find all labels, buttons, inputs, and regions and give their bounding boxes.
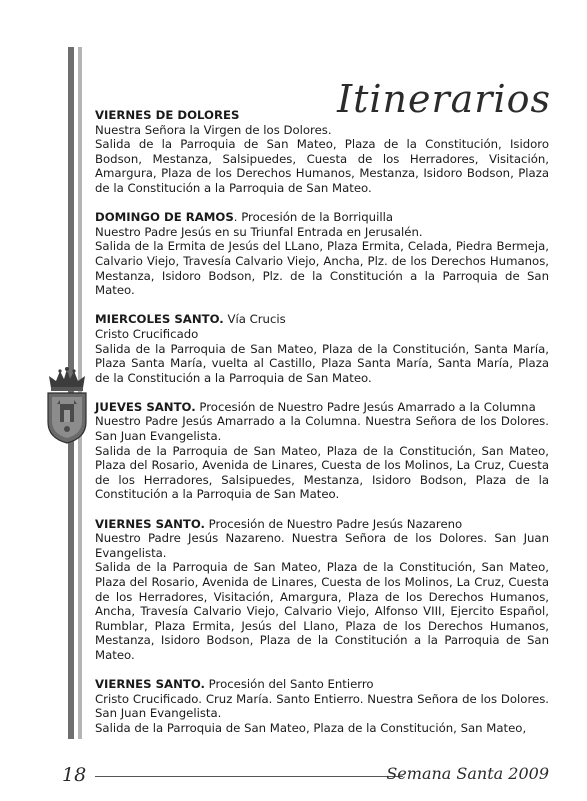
itinerary-list	[95, 108, 549, 750]
entry-heading: MIERCOLES SANTO.	[95, 312, 224, 327]
entry-subtitle: Procesión del Santo Entierro	[204, 677, 374, 692]
entry-heading: VIERNES SANTO.	[95, 677, 205, 692]
entry-images: Nuestro Padre Jesús en su Triunfal Entrada en Jerusalén.	[95, 224, 423, 239]
entry-subtitle: Procesión de Nuestro Padre Jesús Amarrado a la Columna	[195, 399, 536, 414]
entry-images: Nuestro Padre Jesús Nazareno. Nuestra Señora de los Dolores. San Juan Evangelista.	[95, 531, 549, 560]
entry-heading: VIERNES DE DOLORES	[95, 108, 240, 122]
itinerary-entry	[95, 312, 549, 385]
entry-heading: VIERNES SANTO.	[95, 516, 205, 531]
entry-images: Nuestra Señora la Virgen de los Dolores.	[95, 122, 332, 137]
coat-of-arms-icon	[45, 366, 89, 444]
entry-images: Nuestro Padre Jesús Amarrado a la Columna. Nuestra Señora de los Dolores. San Juan Evangelista.	[95, 414, 549, 444]
itinerary-entry	[95, 210, 549, 298]
footer-rule	[95, 776, 403, 777]
entry-heading: DOMINGO DE RAMOS	[95, 210, 234, 225]
entry-subtitle: Procesión de Nuestro Padre Jesús Nazareno	[204, 516, 463, 531]
entry-route: Salida de la Parroquia de San Mateo, Plaza de la Constitución, Isidoro Bodson, Mestanza, Salsipuedes, Cuesta de los Herradores, Visitación, Amargura, Plaza de los Derechos Humanos, Mestanza, Isidoro Bodson, Plaza de la Constitución a la Parroquia de San Mateo.	[95, 137, 549, 195]
itinerary-entry	[95, 517, 549, 663]
itinerary-entry	[95, 677, 549, 735]
itinerary-entry	[95, 400, 549, 502]
publication-title: Semana Santa 2009	[386, 764, 549, 783]
entry-route: Salida de la Parroquia de San Mateo, Plaza de la Constitución, San Mateo,	[95, 720, 527, 735]
page-title: Itinerarios	[337, 77, 551, 122]
entry-route: Salida de la Parroquia de San Mateo, Plaza de la Constitución, Santa María, Plaza Santa María, vuelta al Castillo, Plaza Santa María, Santa María, Plaza de la Constitución a la Parroquia de San Mateo.	[95, 341, 549, 385]
entry-route: Salida de la Parroquia de San Mateo, Plaza de la Constitución, San Mateo, Plaza del Rosario, Avenida de Linares, Cuesta de los Molinos, La Cruz, Cuesta de los Herradores, Salsipuedes, Mestanza, Isidoro Bodson, Plaza de la Constitución a la Parroquia de San Mateo.	[95, 443, 549, 502]
entry-heading: JUEVES SANTO.	[95, 399, 196, 414]
entry-images: Cristo Crucificado. Cruz María. Santo Entierro. Nuestra Señora de los Dolores. San Juan Evangelista.	[95, 691, 549, 721]
page-number: 18	[62, 764, 87, 786]
entry-subtitle: Vía Crucis	[223, 312, 286, 327]
entry-subtitle: . Procesión de la Borriquilla	[233, 210, 393, 225]
entry-route: Salida de la Parroquia de San Mateo, Plaza de la Constitución, San Mateo, Plaza del Rosario, Avenida de Linares, Cuesta de los Molinos, La Cruz, Cuesta de los Herradores, Visitación, Amargura, Plaza de los Derechos Humanos, Ancha, Travesía Calvario Viejo, Calvario Viejo, Alfonso VIII, Ejercito Español, Rumblar, Plaza Ermita, Jesús del Llano, Plaza de los Derechos Humanos, Mestanza, Isidoro Bodson, Plaza de la Constitución a la Parroquia de San Mateo.	[95, 560, 549, 662]
entry-images: Cristo Crucificado	[95, 326, 199, 341]
itinerary-entry	[95, 108, 549, 196]
entry-route: Salida de la Ermita de Jesús del LLano, Plaza Ermita, Celada, Piedra Bermeja, Calvario Viejo, Travesía Calvario Viejo, Ancha, Plz. de los Derechos Humanos, Mestanza, Isidoro Bodson, Plz. de la Constitución a la Parroquia de San Mateo.	[95, 239, 549, 298]
